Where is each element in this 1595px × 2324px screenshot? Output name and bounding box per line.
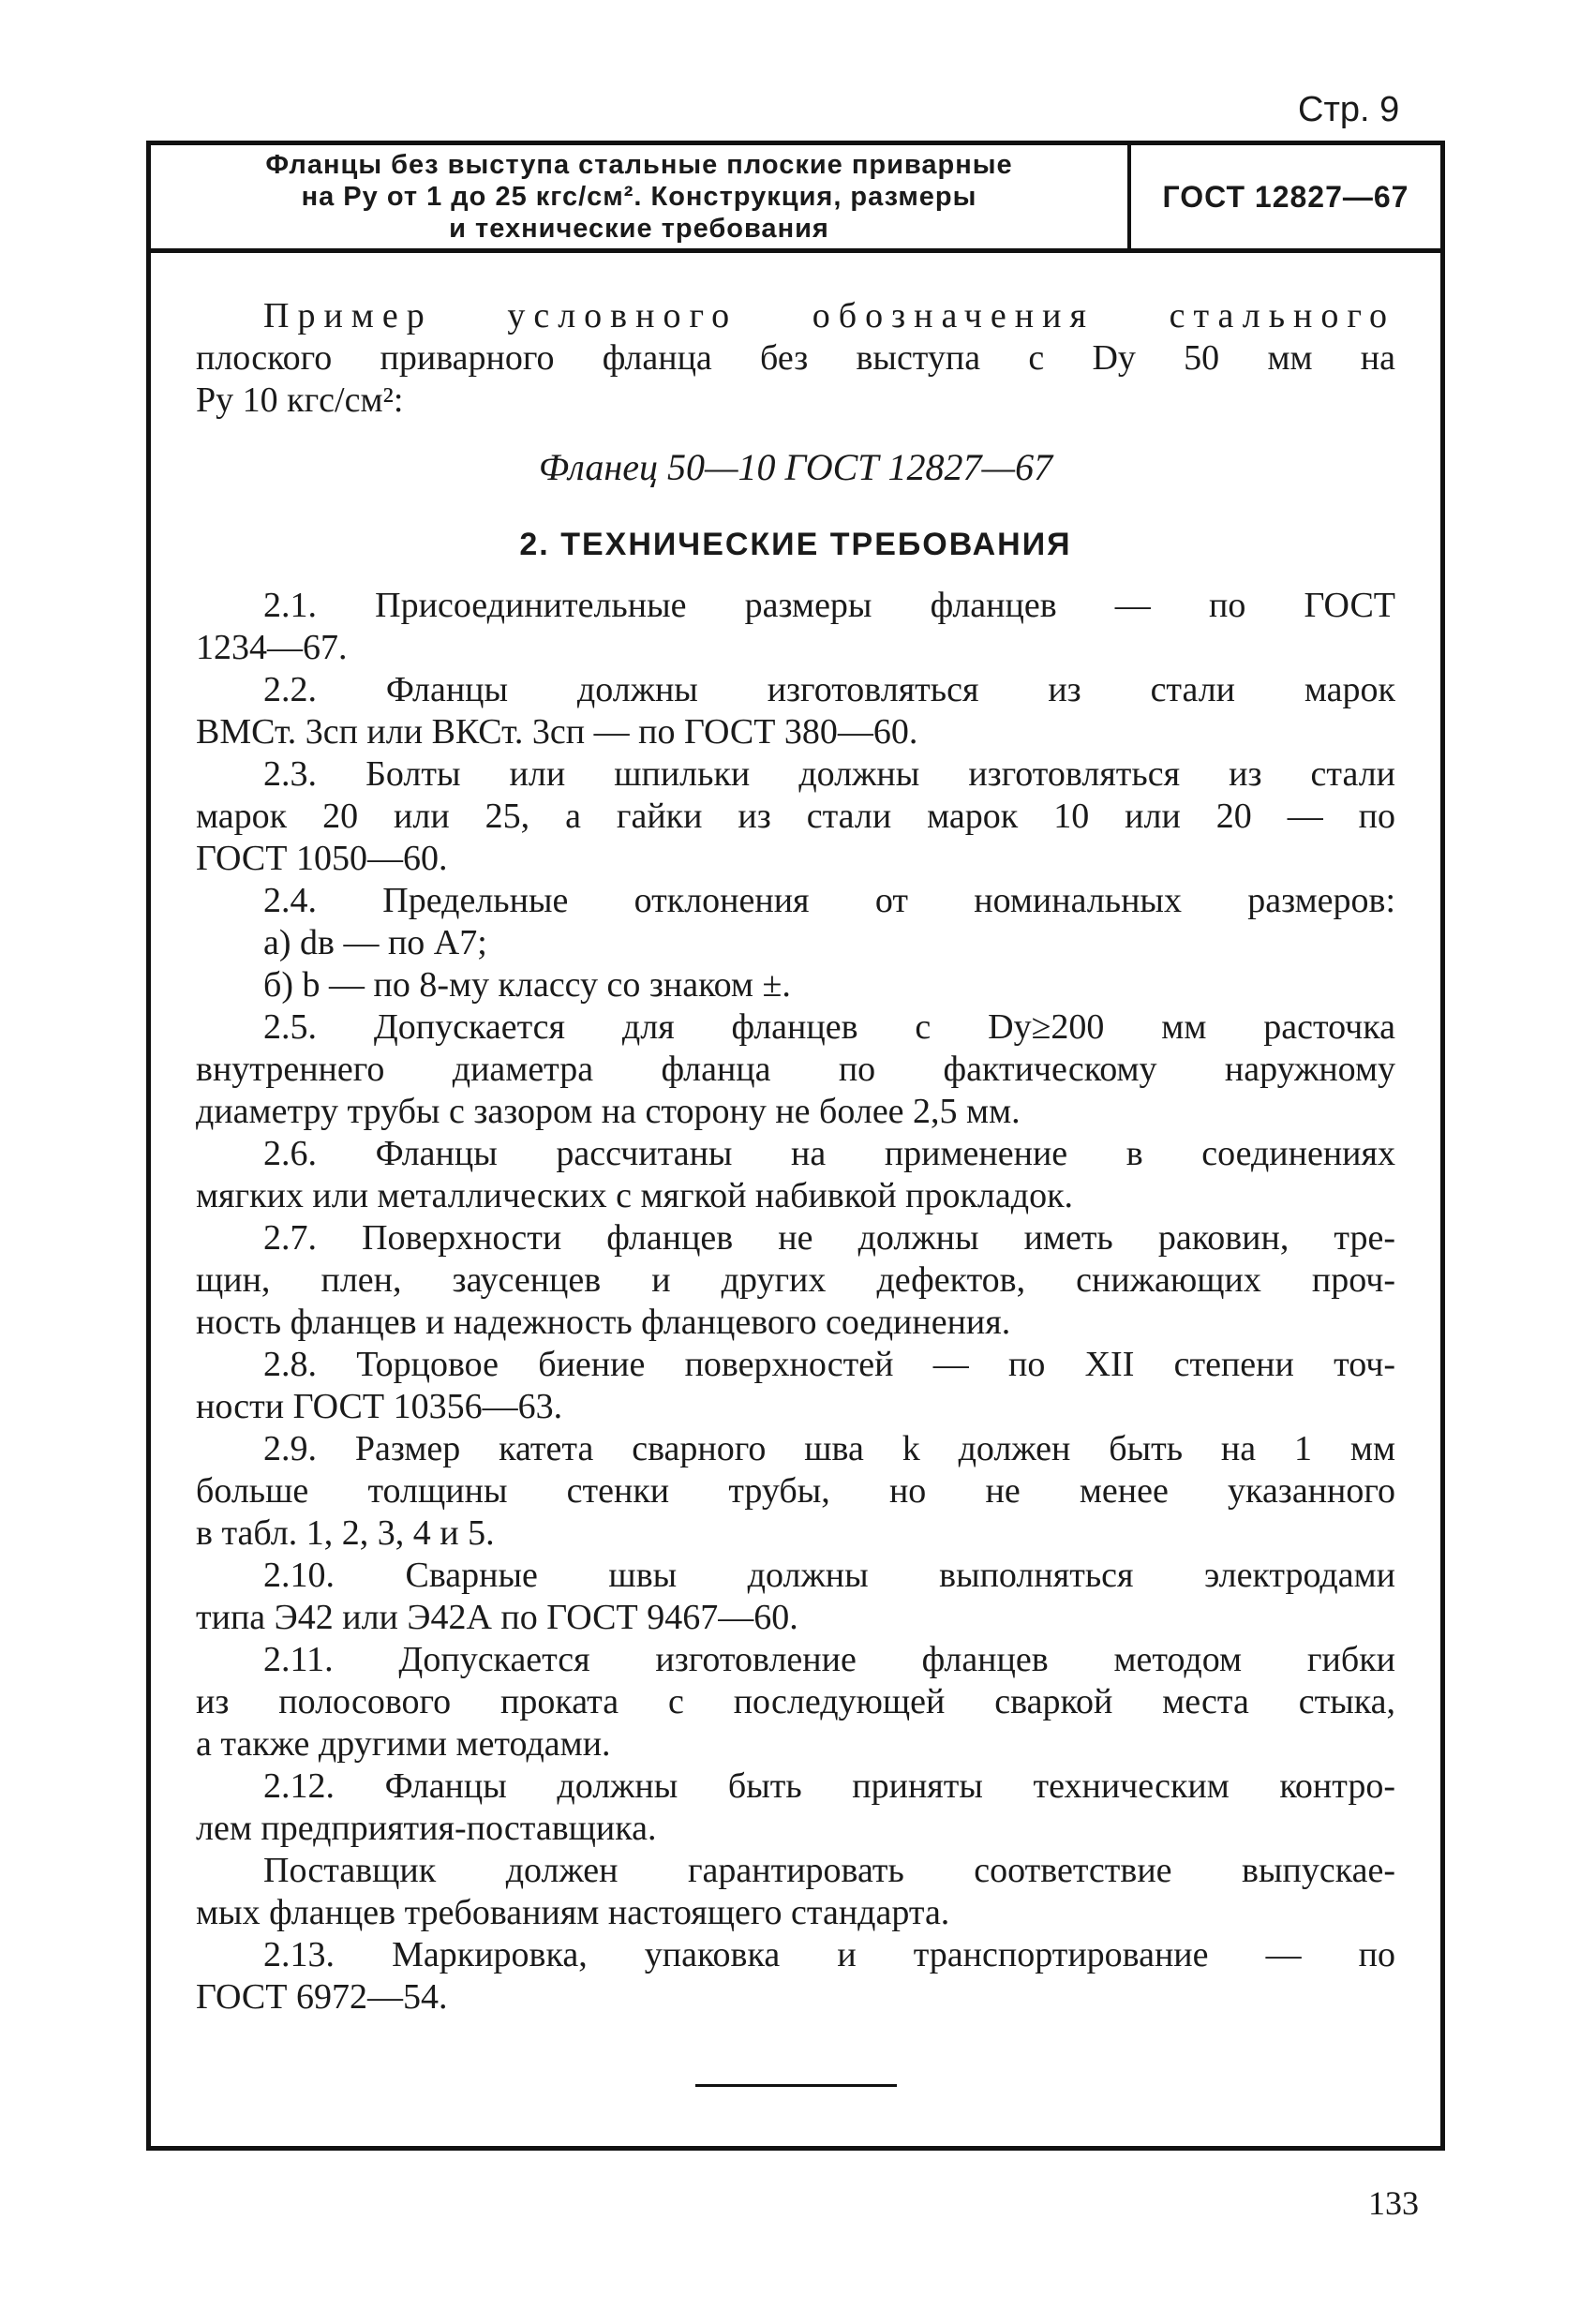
header-title bbox=[151, 145, 1131, 248]
document-body bbox=[196, 295, 1395, 2087]
text-line: плоского приварного фланца без выступа с Dу 50 мм на bbox=[196, 338, 1395, 378]
text-line: ГОСТ 1050—60. bbox=[196, 839, 448, 878]
text-line: лем предприятия-поставщика. bbox=[196, 1809, 657, 1848]
text-line: типа Э42 или Э42А по ГОСТ 9467—60. bbox=[196, 1598, 798, 1637]
clause-2-10 bbox=[196, 1555, 1395, 1639]
text-line: 2.6. Фланцы рассчитаны на применение в соединениях bbox=[263, 1134, 1395, 1173]
clause-2-6 bbox=[196, 1133, 1395, 1217]
text-line: 2.4. Предельные отклонения от номинальных размеров: bbox=[263, 881, 1395, 920]
clause-2-8 bbox=[196, 1344, 1395, 1428]
text-line: а также другими методами. bbox=[196, 1724, 611, 1764]
section-title: 2. ТЕХНИЧЕСКИЕ ТРЕБОВАНИЯ bbox=[519, 527, 1072, 562]
text-line: диаметру трубы с зазором на сторону не более 2,5 мм. bbox=[196, 1092, 1021, 1131]
clause-2-3 bbox=[196, 753, 1395, 880]
text-line: Поставщик должен гарантировать соответствие выпускае- bbox=[263, 1851, 1395, 1890]
supplier-paragraph bbox=[196, 1850, 1395, 1934]
text-line: Пример условного обозначения стального bbox=[263, 296, 1395, 335]
text-line: ВМСт. 3сп или ВКСт. 3сп — по ГОСТ 380—60. bbox=[196, 712, 918, 752]
end-rule bbox=[695, 2084, 897, 2087]
text-line: 2.1. Присоединительные размеры фланцев — по ГОСТ bbox=[263, 586, 1395, 625]
example-designation: Фланец 50—10 ГОСТ 12827—67 bbox=[538, 446, 1053, 488]
text-line: ность фланцев и надежность фланцевого соединения. bbox=[196, 1303, 1011, 1342]
text-line: б) b — по 8-му классу со знаком ±. bbox=[263, 965, 791, 1005]
clause-2-13 bbox=[196, 1934, 1395, 2019]
text-line: 2.13. Маркировка, упаковка и транспортирование — по bbox=[263, 1935, 1395, 1974]
text-line: в табл. 1, 2, 3, 4 и 5. bbox=[196, 1513, 495, 1553]
header-title-line: Фланцы без выступа стальные плоские приварные bbox=[265, 150, 1013, 180]
header-title-line: и технические требования bbox=[449, 214, 829, 244]
clause-2-9 bbox=[196, 1428, 1395, 1555]
text-line: 2.12. Фланцы должны быть приняты техническим контро- bbox=[263, 1766, 1395, 1806]
clause-2-11 bbox=[196, 1639, 1395, 1765]
text-line: 2.5. Допускается для фланцев с Dу≥200 мм расточка bbox=[263, 1007, 1395, 1047]
text-line: Pу 10 кгс/см²: bbox=[196, 380, 404, 420]
text-line: 2.10. Сварные швы должны выполняться электродами bbox=[263, 1556, 1395, 1595]
text-line: мых фланцев требованиям настоящего стандарта. bbox=[196, 1893, 950, 1932]
clause-2-7 bbox=[196, 1217, 1395, 1344]
text-line: 2.9. Размер катета сварного шва k должен быть на 1 мм bbox=[263, 1429, 1395, 1468]
text-line: из полосового проката с последующей сваркой места стыка, bbox=[196, 1682, 1395, 1721]
text-line: мягких или металлических с мягкой набивкой прокладок. bbox=[196, 1176, 1074, 1215]
text-line: внутреннего диаметра фланца по фактическому наружному bbox=[196, 1050, 1395, 1089]
text-line: 2.2. Фланцы должны изготовляться из стали марок bbox=[263, 670, 1395, 709]
text-line: 2.7. Поверхности фланцев не должны иметь раковин, тре- bbox=[263, 1218, 1395, 1258]
clause-2-5 bbox=[196, 1006, 1395, 1133]
header-block bbox=[151, 145, 1440, 253]
text-line: марок 20 или 25, а гайки из стали марок 10 или 20 — по bbox=[196, 797, 1395, 836]
header-title-line: на Pу от 1 до 25 кгс/см². Конструкция, размеры bbox=[301, 182, 977, 212]
text-line: а) dв — по A7; bbox=[263, 923, 487, 962]
page-label: Стр. 9 bbox=[1298, 90, 1400, 129]
text-line: щин, плен, заусенцев и других дефектов, снижающих проч- bbox=[196, 1260, 1395, 1300]
clause-2-4 bbox=[196, 880, 1395, 1006]
clause-2-2 bbox=[196, 669, 1395, 753]
text-line: ности ГОСТ 10356—63. bbox=[196, 1387, 563, 1426]
page-frame bbox=[146, 141, 1445, 2151]
text-line: 2.3. Болты или шпильки должны изготовляться из стали bbox=[263, 754, 1395, 794]
standard-code: ГОСТ 12827—67 bbox=[1162, 179, 1409, 214]
footer-page-number: 133 bbox=[1368, 2184, 1419, 2222]
clause-2-1 bbox=[196, 585, 1395, 669]
text-line: больше толщины стенки трубы, но не менее указанного bbox=[196, 1471, 1395, 1511]
bottom-rule bbox=[146, 2146, 1445, 2151]
text-line: 2.11. Допускается изготовление фланцев методом гибки bbox=[263, 1640, 1395, 1679]
text-line: ГОСТ 6972—54. bbox=[196, 1977, 448, 2017]
example-paragraph bbox=[196, 295, 1395, 422]
clause-2-12 bbox=[196, 1765, 1395, 1850]
text-line: 1234—67. bbox=[196, 628, 348, 667]
text-line: 2.8. Торцовое биение поверхностей — по XII степени точ- bbox=[263, 1345, 1395, 1384]
